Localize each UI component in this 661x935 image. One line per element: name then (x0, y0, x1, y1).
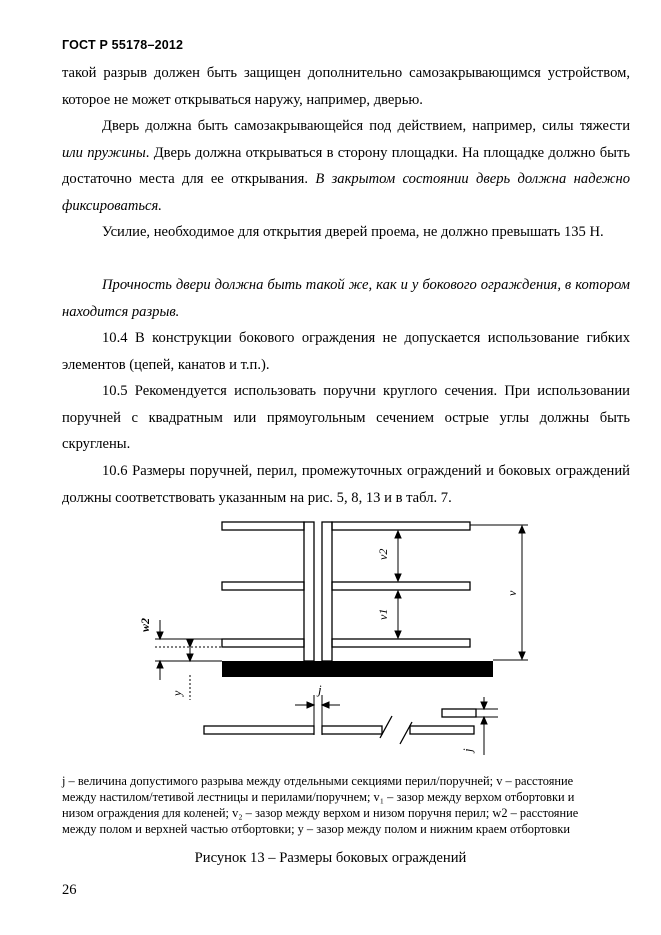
label-y: y (170, 690, 184, 696)
post-left (304, 522, 314, 661)
rail-left-top (222, 522, 304, 530)
label-v2: v2 (376, 548, 390, 560)
page-number: 26 (62, 882, 77, 898)
paragraph-continuation: такой разрыв должен быть защищен дополнительно самозакрывающимся устройством, которое не может открываться наружу, например, дверью. (62, 65, 630, 108)
door-text-a: Дверь должна быть самозакрывающейся под действием, например, силы тяжести (102, 118, 630, 134)
rail-left-bottom (222, 639, 304, 647)
door-text-b: или пружины (62, 144, 146, 161)
label-j-right: j (460, 748, 475, 752)
figure-legend-line2: между настилом/тетивой лестницы и перилами/поручнем; v₁ – зазор между верхом отбортовки и (62, 790, 575, 804)
post-right (322, 522, 332, 661)
door-text-c: . Дверь должна открываться в сторону площадки. На площадке должно быть достаточно места для ее открывания. (62, 144, 630, 187)
rail-right-top (332, 522, 470, 530)
label-v1: v1 (376, 608, 390, 620)
floor-slab (222, 661, 493, 677)
paragraph-force: Усилие, необходимое для открытия дверей проема, не должно превышать 135 Н. (102, 224, 604, 240)
paragraph-10-6: 10.6 Размеры поручней, перил, промежуточных ограждений и боковых ограждений должны соответствовать указанным на рис. 5, 8, 13 и в табл. 7. (62, 463, 630, 506)
plan-bar-right (322, 726, 382, 734)
paragraph-10-5: 10.5 Рекомендуется использовать поручни круглого сечения. При использовании поручней с квадратным или прямоугольным сечением острые углы должны быть скруглены. (62, 383, 630, 452)
label-v: v (505, 590, 519, 596)
plan-bar-small (442, 709, 476, 717)
figure-legend-line4: между полом и верхней частью отбортовки; y – зазор между полом и нижним краем отбортовки (62, 822, 570, 836)
paragraph-10-4: 10.4 В конструкции бокового ограждения не допускается использование гибких элементов (цепей, канатов и т.п.). (62, 330, 630, 373)
label-j-top: j (318, 682, 322, 697)
figure-legend-line1: j – величина допустимого разрыва между отдельными секциями перил/поручней; v – расстояние (62, 774, 574, 788)
figure-title: Рисунок 13 – Размеры боковых ограждений (194, 850, 467, 866)
plan-bar-far (410, 726, 474, 734)
figure-legend-line3: низом ограждения для коленей; v₂ – зазор между верхом и низом поручня перил; w2 – расстояние (62, 806, 579, 820)
paragraph-strength: Прочность двери должна быть такой же, как и у бокового ограждения, в котором находится разрыв. (62, 277, 630, 320)
plan-bar-left (204, 726, 314, 734)
rail-right-bottom (332, 639, 470, 647)
door-text-d: В закрытом состоянии дверь должна надежно фиксироваться. (62, 171, 630, 214)
rail-right-mid (332, 582, 470, 590)
rail-left-mid (222, 582, 304, 590)
label-w2: w2 (138, 617, 152, 632)
document-header: ГОСТ Р 55178–2012 (62, 38, 184, 52)
